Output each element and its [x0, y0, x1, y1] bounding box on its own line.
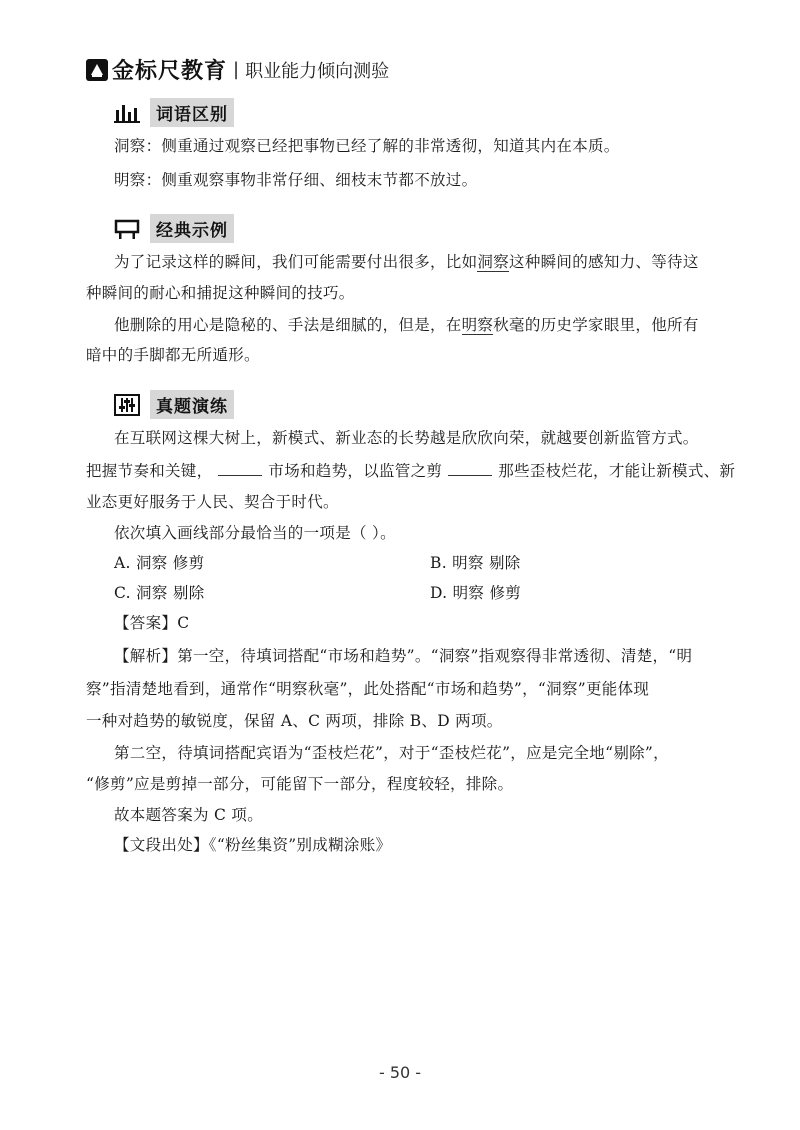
page-number: - 50 -	[378, 1063, 422, 1082]
section-title: 词语区别	[150, 98, 234, 127]
example-text: 他删除的用心是隐秘的、手法是细腻的，但是，在	[114, 316, 462, 334]
brand-logo-icon	[86, 59, 108, 81]
example-1-line-2: 种瞬间的耐心和捕捉这种瞬间的技巧。	[86, 284, 355, 302]
answer: 【答案】C	[114, 614, 190, 632]
example-text: 为了记录这样的瞬间，我们可能需要付出很多，比如	[114, 253, 478, 271]
analysis-line-4: 第二空，待填词搭配宾语为“歪枝烂花”，对于“歪枝烂花”，应是完全地“剔除”，	[114, 744, 669, 762]
question-text: 市场和趋势，以监管之剪	[268, 462, 443, 480]
example-text: 秋毫的历史学家眼里，他所有	[493, 316, 699, 334]
highlight-word: 洞察	[477, 253, 510, 271]
option-c: C. 洞察 剔除	[114, 584, 205, 602]
distinction-line-2: 明察：侧重观察事物非常仔细、细枝末节都不放过。	[114, 171, 478, 189]
question-text: 把握节奏和关键，	[86, 462, 213, 480]
page-header	[86, 54, 389, 85]
option-a: A. 洞察 修剪	[114, 554, 205, 572]
sliders-icon	[114, 394, 140, 416]
analysis-line-6: 故本题答案为 C 项。	[114, 806, 264, 824]
header-subtitle: 职业能力倾向测验	[245, 60, 390, 82]
question-line-2	[86, 461, 735, 481]
question-line-3: 业态更好服务于人民、契合于时代。	[86, 493, 339, 511]
question-line-1: 在互联网这棵大树上，新模式、新业态的长势越是欣欣向荣，就越要创新监管方式。	[114, 429, 699, 447]
section-heading-distinction	[114, 98, 234, 127]
analysis-line-3: 一种对趋势的敏锐度，保留 A、C 两项，排除 B、D 两项。	[86, 712, 503, 730]
bar-chart-icon	[114, 102, 140, 124]
section-title: 真题演练	[150, 390, 234, 419]
example-2-line-1	[114, 315, 699, 335]
analysis-line-2: 察”指清楚地看到，通常作“明察秋毫”，此处搭配“市场和趋势”，“洞察”更能体现	[86, 680, 650, 698]
fill-blank-1	[218, 461, 262, 476]
distinction-line-1: 洞察：侧重通过观察已经把事物已经了解的非常透彻，知道其内在本质。	[114, 137, 620, 155]
example-2-line-2: 暗中的手脚都无所遁形。	[86, 346, 260, 364]
section-heading-examples	[114, 214, 234, 243]
option-b: B. 明察 剔除	[430, 554, 521, 572]
highlight-word: 明察	[461, 316, 494, 334]
example-1-line-1	[114, 252, 699, 272]
fill-blank-2	[448, 461, 492, 476]
option-d: D. 明察 修剪	[430, 584, 522, 602]
billboard-icon	[114, 218, 140, 240]
question-text: 那些歪枝烂花，才能让新模式、新	[498, 462, 736, 480]
source-citation: 【文段出处】《“粉丝集资”别成糊涂账》	[114, 836, 392, 854]
brand-name: 金标尺教育	[112, 59, 228, 84]
section-title: 经典示例	[150, 214, 234, 243]
analysis-line-1: 【解析】第一空，待填词搭配“市场和趋势”。“洞察”指观察得非常透彻、清楚，“明	[114, 647, 693, 665]
analysis-line-5: “修剪”应是剪掉一部分，可能留下一部分，程度较轻，排除。	[86, 775, 514, 793]
section-heading-practice	[114, 390, 234, 419]
question-prompt: 依次填入画线部分最恰当的一项是（ ）。	[114, 524, 396, 542]
example-text: 这种瞬间的感知力、等待这	[509, 253, 699, 271]
header-separator: |	[233, 59, 240, 80]
